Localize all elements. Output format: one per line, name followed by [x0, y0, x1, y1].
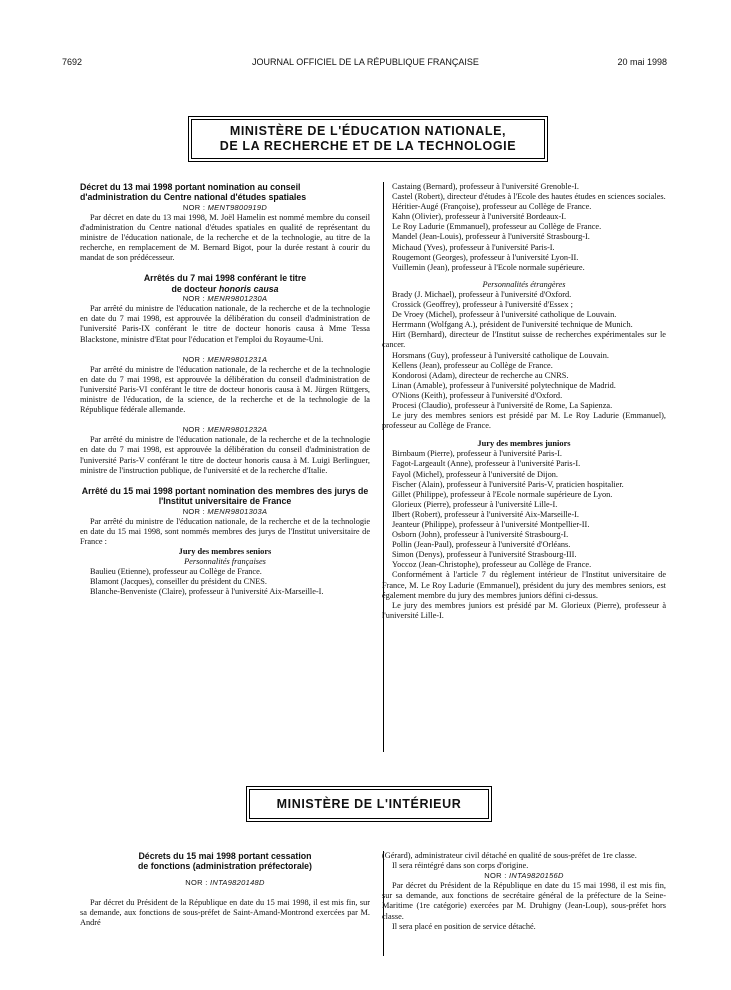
running-header — [0, 57, 731, 69]
list-item: Fagot-Largeault (Anne), professeur à l'université Paris-I. — [392, 459, 581, 469]
list-item: Blanche-Benveniste (Claire), professeur à l'université Aix-Marseille-I. — [90, 587, 324, 597]
nor-reference: NOR : MENR9801230A — [182, 294, 268, 304]
nor-reference: NOR : MENT9800919D — [182, 202, 268, 212]
list-item: Glorieux (Pierre), professeur à l'université Lille-I. — [392, 499, 558, 509]
ministry-education-box — [188, 116, 548, 162]
list-item: Le Roy Ladurie (Emmanuel), professeur au Collège de France. — [392, 222, 602, 232]
list-item: De Vroey (Michel), professeur à l'université catholique de Louvain. — [392, 310, 617, 320]
president-note: Le jury des membres juniors est présidé par M. Glorieux (Pierre), professeur à l'université Lille-I. — [382, 600, 666, 620]
list-item: Fischer (Alain), professeur à l'université Paris-V, praticien hospitalier. — [392, 479, 624, 489]
article-note: Conformément à l'article 7 du règlement intérieur de l'Institut universitaire de France, M. Le Roy Ladurie (Emmanuel), président du jury des membres seniors, est également membre du jury des membres juniors défini ci-dessus. — [382, 570, 666, 600]
bottom-left-column — [80, 851, 370, 928]
decree-body: Par décret du Président de la République en date du 15 mai 1998, il est mis fin, sur sa demande, aux fonctions de secrétaire général de la préfecture de la Seine-Maritime (1re catégorie) exercées par M. Druhigny (Jean-Loup), sous-préfet hors classe. — [382, 881, 666, 921]
list-item: Procesi (Claudio), professeur à l'université de Rome, La Sapienza. — [392, 400, 613, 410]
jury-juniors-heading: Jury des membres juniors — [477, 439, 571, 449]
list-item: Rougemont (Georges), professeur à l'université Lyon-II. — [392, 252, 579, 262]
decree-title: Décrets du 15 mai 1998 portant cessation de fonctions (administration préfectorale) — [137, 851, 312, 872]
arrete-body: Par arrêté du ministre de l'éducation nationale, de la recherche et de la technologie en date du 15 mai 1998, sont nommés membres des jurys de l'Institut universitaire de France : — [80, 516, 370, 546]
nor-reference: NOR : MENR9801231A — [182, 354, 268, 364]
decree-body: Il sera placé en position de service détaché. — [392, 921, 536, 931]
list-item: Baulieu (Etienne), professeur au Collège de France. — [90, 567, 262, 577]
personnalites-francaises-heading: Personnalités françaises — [184, 556, 266, 566]
ministry-education-heading — [191, 119, 545, 159]
list-item: Brady (J. Michael), professeur à l'université d'Oxford. — [392, 289, 572, 299]
nor-reference: NOR : INTA9820148D — [185, 877, 265, 887]
list-item: Castaing (Bernard), professeur à l'université Grenoble-I. — [392, 182, 579, 191]
list-item: O'Nions (Keith), professeur à l'université d'Oxford. — [392, 390, 563, 400]
journal-title: JOURNAL OFFICIEL DE LA RÉPUBLIQUE FRANÇAISE — [252, 57, 479, 67]
nor-reference: NOR : MENR9801303A — [182, 506, 268, 516]
list-item: Castel (Robert), directeur d'études à l'Ecole des hautes études en sciences sociales. — [392, 192, 666, 202]
list-item: Vuillemin (Jean), professeur à l'Ecole normale supérieure. — [392, 262, 585, 272]
arrete-body: Par arrêté du ministre de l'éducation nationale, de la recherche et de la technologie en date du 7 mai 1998, est approuvée la délibération du conseil d'administration de l'université Paris-V conférant le titre de docteur honoris causa à M. Luigi Berlinguer, ministre de l'instruction publique, de l'université et de la recherche d'Italie. — [80, 435, 370, 475]
list-item: Kahn (Olivier), professeur à l'université Bordeaux-I. — [392, 212, 567, 222]
decree-body: Il sera réintégré dans son corps d'origine. — [392, 861, 529, 871]
page-number: 7692 — [62, 57, 83, 67]
list-item: Crossick (Geoffrey), professeur à l'université d'Essex ; — [392, 300, 573, 310]
list-item: Linan (Amable), professeur à l'université polytechnique de Madrid. — [392, 380, 616, 390]
list-item: Héritier-Augé (Françoise), professeur au Collège de France. — [392, 202, 592, 212]
list-item: Kellens (Jean), professeur au Collège de France. — [392, 360, 553, 370]
nor-reference: NOR : INTA9820156D — [484, 871, 564, 881]
list-item: Yoccoz (Jean-Christophe), professeur au Collège de France. — [392, 560, 592, 570]
arrete-title: Arrêtés du 7 mai 1998 conférant le titre de docteur honoris causa — [143, 273, 307, 294]
arrete-title: Arrêté du 15 mai 1998 portant nomination des membres des jurys de l'Institut universitaire de France — [81, 485, 369, 507]
column-divider — [383, 182, 384, 752]
list-item: Simon (Denys), professeur à l'université Strasbourg-III. — [392, 550, 577, 560]
decree-body: Par décret du Président de la République en date du 15 mai 1998, il est mis fin, sur sa demande, aux fonctions de sous-préfet de Saint-Amand-Montrond exercées par M. André — [80, 897, 370, 928]
ministry-heading-line2: DE LA RECHERCHE ET DE LA TECHNOLOGIE — [219, 139, 517, 153]
nor-reference: NOR : MENR9801232A — [182, 425, 268, 435]
decree-title: Décret du 13 mai 1998 portant nomination au conseil d'administration du Centre national d'études spatiales — [80, 182, 307, 203]
list-item: Pollin (Jean-Paul), professeur à l'université d'Orléans. — [392, 540, 571, 550]
list-item: Fayol (Michel), professeur à l'université de Dijon. — [392, 469, 559, 479]
list-item: Michaud (Yves), professeur à l'université Paris-I. — [392, 242, 555, 252]
list-item: Birnbaum (Pierre), professeur à l'université Paris-I. — [392, 449, 562, 459]
list-item: Mandel (Jean-Louis), professeur à l'université Strasbourg-I. — [392, 232, 590, 242]
list-item: Gillet (Philippe), professeur à l'Ecole normale supérieure de Lyon. — [392, 489, 613, 499]
list-item: Herrmann (Wolfgang A.), président de l'université technique de Munich. — [392, 320, 633, 330]
list-item: Osborn (John), professeur à l'université Strasbourg-I. — [392, 530, 569, 540]
bottom-right-column — [382, 851, 666, 932]
arrete-body: Par arrêté du ministre de l'éducation nationale, de la recherche et de la technologie en date du 7 mai 1998, est approuvée la délibération du conseil d'administration de l'université Paris-VI conférant le titre de docteur honoris causa à M. Jürgen Rüttgers, ministre de l'éducation, de la science, de la recherche et de la technologie de la République fédérale allemande. — [80, 364, 370, 415]
left-column — [80, 182, 370, 597]
issue-date: 20 mai 1998 — [617, 57, 667, 67]
ministry-heading-line1: MINISTÈRE DE L'INTÉRIEUR — [276, 796, 462, 811]
arrete-body: Par arrêté du ministre de l'éducation nationale, de la recherche et de la technologie en date du 7 mai 1998, est approuvée la délibération du conseil d'administration de l'université Paris-IX conférant le titre de docteur honoris causa à Mme Tessa Blackstone, ministre d'Etat pour l'éducation et l'emploi du Royaume-Uni. — [80, 304, 370, 344]
jury-seniors-heading: Jury des membres seniors — [178, 546, 272, 556]
ministry-interior-box — [246, 786, 492, 822]
list-item: Ilbert (Robert), professeur à l'université Aix-Marseille-I. — [392, 509, 579, 519]
list-item: Blamont (Jacques), conseiller du président du CNES. — [90, 577, 267, 587]
decree-body: Par décret en date du 13 mai 1998, M. Joël Hamelin est nommé membre du conseil d'administration du Centre national d'études spatiales en qualité de représentant du ministre de l'éducation nationale, de la recherche et de la technologie, au titre de la recherche, en remplacement de M. Bernard Bigot, pour la durée restant à courir du mandat de son prédécesseur. — [80, 212, 370, 263]
list-item: Jeanteur (Philippe), professeur à l'université Montpellier-II. — [392, 520, 590, 529]
decree-body: (Gérard), administrateur civil détaché en qualité de sous-préfet de 1re classe. — [382, 851, 637, 860]
personnalites-etrangeres-heading: Personnalités étrangères — [482, 279, 566, 289]
president-note: Le jury des membres seniors est présidé par M. Le Roy Ladurie (Emmanuel), professeur au Collège de France. — [382, 411, 666, 431]
list-item: Horsmans (Guy), professeur à l'université catholique de Louvain. — [392, 350, 609, 360]
list-item: Hirt (Bernhard), directeur de l'Institut suisse de recherches expérimentales sur le cancer. — [382, 330, 666, 350]
ministry-heading-line1: MINISTÈRE DE L'ÉDUCATION NATIONALE, — [229, 124, 507, 138]
right-column — [382, 182, 666, 621]
list-item: Kondorosi (Adam), directeur de recherche au CNRS. — [392, 370, 569, 380]
ministry-interior-heading — [249, 789, 489, 819]
